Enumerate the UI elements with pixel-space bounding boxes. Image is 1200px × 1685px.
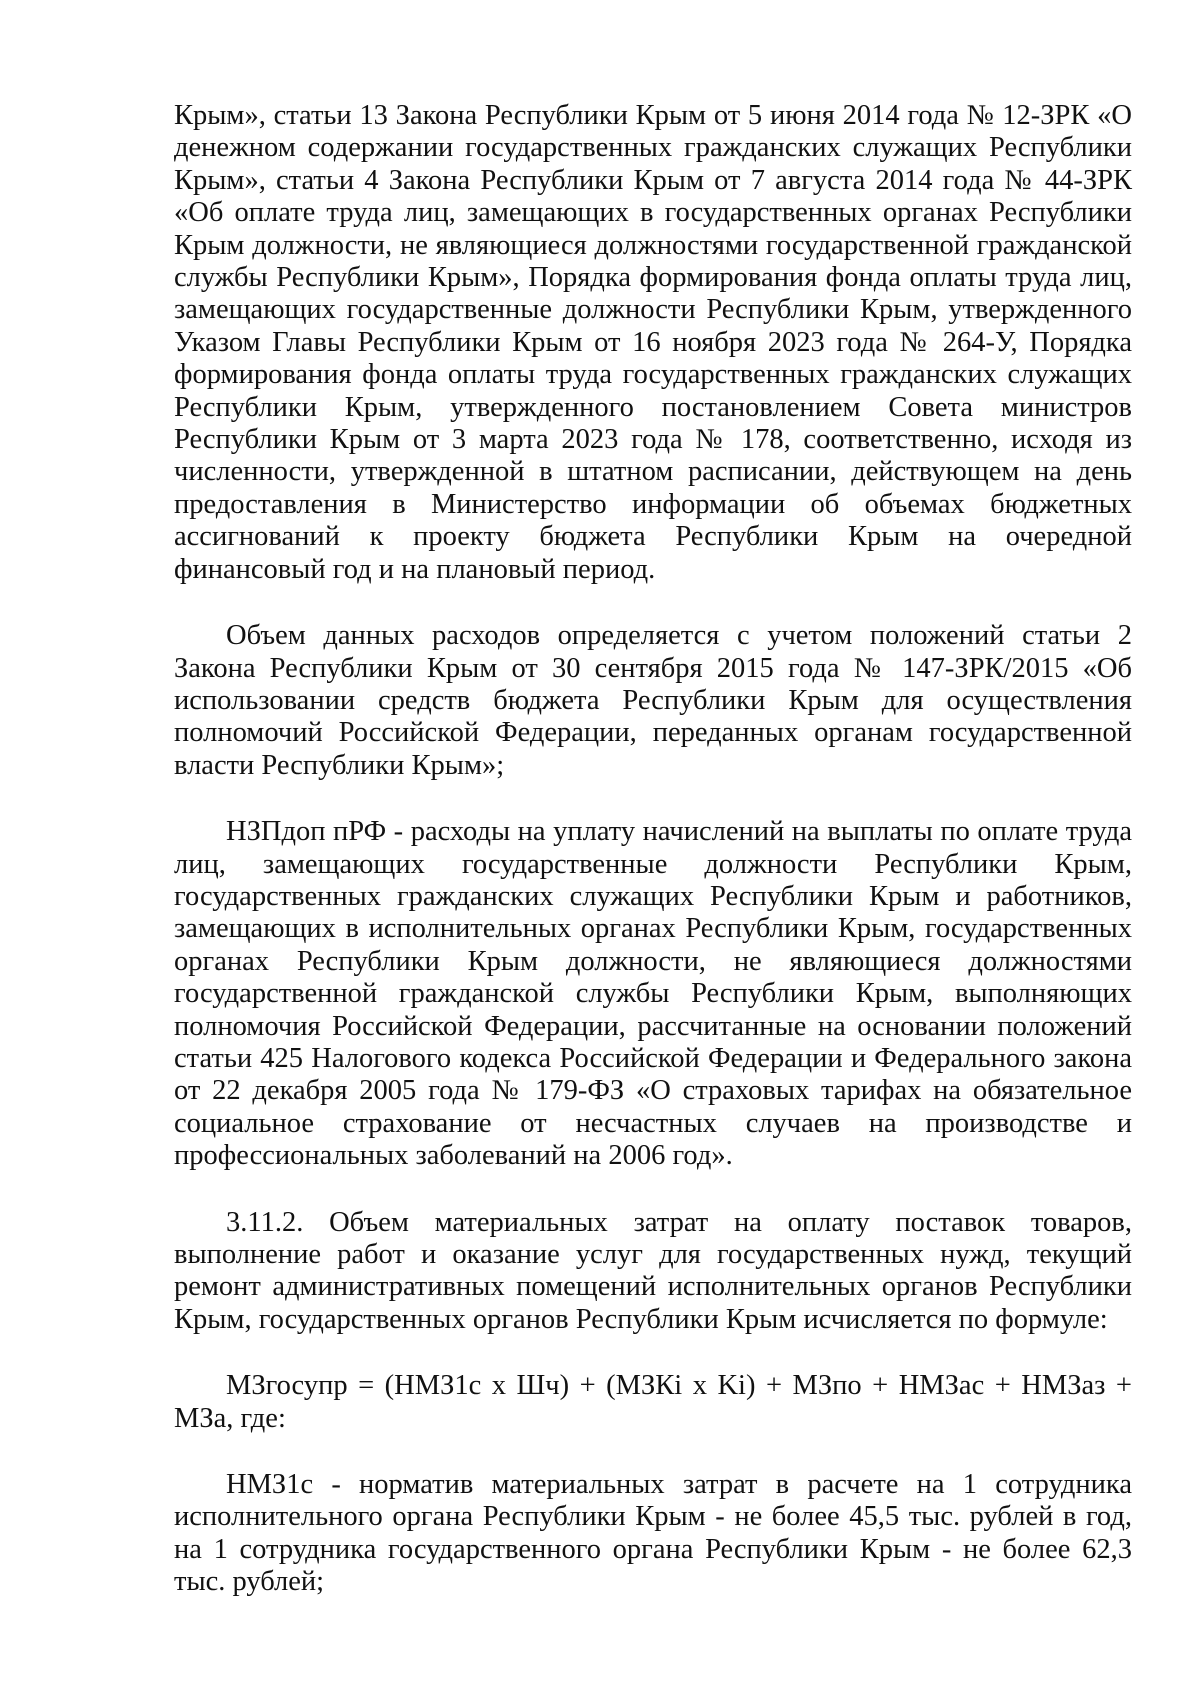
paragraph-section-3-11-2: 3.11.2. Объем материальных затрат на оплату поставок товаров, выполнение работ и оказание услуг для государственных нужд, текущий ремонт административных помещений исполнительных органов Республики Крым, государственных органов Республики Крым исчисляется по формуле:	[174, 1206, 1132, 1335]
paragraph-continuation: Крым», статьи 13 Закона Республики Крым от 5 июня 2014 года № 12-ЗРК «О денежном содержании государственных гражданских служащих Республики Крым», статьи 4 Закона Республики Крым от 7 августа 2014 года № 44-ЗРК «Об оплате труда лиц, замещающих в государственных органах Республики Крым должности, не являющиеся должностями государственной гражданской службы Республики Крым», Порядка формирования фонда оплаты труда лиц, замещающих государственные должности Республики Крым, утвержденного Указом Главы Республики Крым от 16 ноября 2023 года № 264-У, Порядка формирования фонда оплаты труда государственных гражданских служащих Республики Крым, утвержденного постановлением Совета министров Республики Крым от 3 марта 2023 года № 178, соответственно, исходя из численности, утвержденной в штатном расписании, действующем на день предоставления в Министерство информации об объемах бюджетных ассигнований к проекту бюджета Республики Крым на очередной финансовый год и на плановый период.	[174, 100, 1132, 585]
formula: МЗгосупр = (НМЗ1с x Шч) + (МЗКi x Ki) + МЗпо + НМЗас + НМЗаз + МЗа, где:	[174, 1370, 1132, 1434]
document-body	[174, 100, 1132, 1599]
paragraph-nmz1c-definition: НМЗ1с - норматив материальных затрат в расчете на 1 сотрудника исполнительного органа Республики Крым - не более 45,5 тыс. рублей в год, на 1 сотрудника государственного органа Республики Крым - не более 62,3 тыс. рублей;	[174, 1469, 1132, 1598]
paragraph-nzpdop-definition: НЗПдоп пРФ - расходы на уплату начислений на выплаты по оплате труда лиц, замещающих государственные должности Республики Крым, государственных гражданских служащих Республики Крым и работников, замещающих в исполнительных органах Республики Крым, государственных органах Республики Крым должности, не являющиеся должностями государственной гражданской службы Республики Крым, выполняющих полномочия Российской Федерации, рассчитанные на основании положений статьи 425 Налогового кодекса Российской Федерации и Федерального закона от 22 декабря 2005 года № 179-ФЗ «О страховых тарифах на обязательное социальное страхование от несчастных случаев на производстве и профессиональных заболеваний на 2006 год».	[174, 816, 1132, 1172]
paragraph-expense-volume: Объем данных расходов определяется с учетом положений статьи 2 Закона Республики Крым от 30 сентября 2015 года № 147-ЗРК/2015 «Об использовании средств бюджета Республики Крым для осуществления полномочий Российской Федерации, переданных органам государственной власти Республики Крым»;	[174, 620, 1132, 781]
